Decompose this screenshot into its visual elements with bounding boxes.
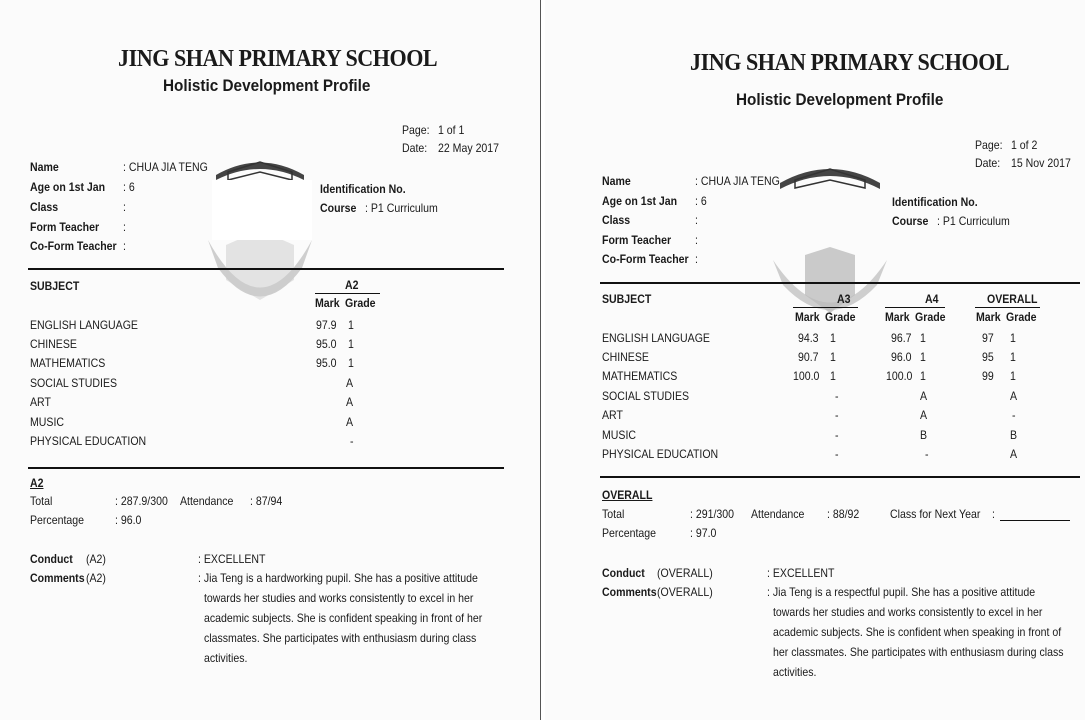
subject-grade: A [346,395,354,409]
conduct-term: (A2) [86,552,106,566]
comment-line: activities. [773,665,817,679]
subject-grade: 1 [348,356,354,370]
a3-grade: 1 [830,331,836,345]
overall-grade: 1 [1010,331,1016,345]
mark-header: Mark [315,296,340,310]
subject-mark: 95.0 [316,337,337,351]
course-value: : P1 Curriculum [365,201,438,215]
a4-grade: - [925,447,929,461]
summary-header: A2 [30,476,44,490]
table-top-rule [28,268,504,270]
comment-line: : Jia Teng is a respectful pupil. She has a positive attitude [767,585,1036,599]
next-year-blank-line [1000,520,1070,521]
report-page-term-a2 [0,0,540,720]
percentage-value: : 96.0 [115,513,142,527]
profile-title: Holistic Development Profile [736,90,944,109]
comment-line: towards her studies and works consistently to excel in her [773,605,1043,619]
class-label: Class [30,200,59,214]
age-value: : 6 [695,194,707,208]
course-value: : P1 Curriculum [937,214,1010,228]
date-value: 15 Nov 2017 [1011,156,1071,170]
course-label: Course [892,214,929,228]
conduct-term: (OVERALL) [657,566,713,580]
comment-line: academic subjects. She is confident speaking in front of her [204,611,483,625]
subject-name: CHINESE [30,337,77,351]
date-label: Date: [402,141,428,155]
a4-mark: 96.0 [891,350,912,364]
overall-grade: A [1010,389,1018,403]
a3-mark: 90.7 [798,350,819,364]
comments-term: (A2) [86,571,106,585]
conduct-label: Conduct [30,552,73,566]
term-header-rule [793,307,858,308]
conduct-value: : EXCELLENT [767,566,835,580]
redaction-block [212,180,312,240]
mark-header: Mark [795,310,820,324]
subject-name: SOCIAL STUDIES [30,376,118,390]
comments-label: Comments [602,585,657,599]
term-header-a4: A4 [925,292,939,306]
a3-grade: - [835,447,839,461]
coform-teacher-value: : [695,252,698,266]
comment-line: activities. [204,651,248,665]
subject-grade: - [350,434,354,448]
term-header-overall: OVERALL [987,292,1038,306]
subject-grade: A [346,415,354,429]
comment-line: classmates. She participates with enthusiasm during class [204,631,477,645]
subject-name: ENGLISH LANGUAGE [30,318,138,332]
a3-mark: 94.3 [798,331,819,345]
attendance-label: Attendance [751,507,805,521]
subject-grade: 1 [348,337,354,351]
age-label: Age on 1st Jan [30,180,106,194]
subject-name: ART [30,395,51,409]
form-teacher-value: : [695,233,698,247]
term-header-a2: A2 [345,278,359,292]
subject-name: MUSIC [30,415,65,429]
page-value: 1 of 2 [1011,138,1038,152]
mark-header: Mark [885,310,910,324]
term-header-rule [315,293,380,294]
a3-grade: 1 [830,369,836,383]
subject-mark: 95.0 [316,356,337,370]
age-label: Age on 1st Jan [602,194,678,208]
overall-grade: A [1010,447,1018,461]
date-label: Date: [975,156,1001,170]
name-label: Name [602,174,631,188]
percentage-label: Percentage [602,526,657,540]
a3-mark: 100.0 [793,369,820,383]
next-year-label: Class for Next Year [890,507,981,521]
total-label: Total [602,507,625,521]
grade-header: Grade [345,296,376,310]
overall-mark: 95 [982,350,994,364]
table-top-rule [600,282,1080,284]
date-value: 22 May 2017 [438,141,500,155]
age-value: : 6 [123,180,135,194]
comment-line: : Jia Teng is a hardworking pupil. She has a positive attitude [198,571,478,585]
coform-teacher-value: : [123,239,126,253]
name-value: : CHUA JIA TENG [695,174,780,188]
conduct-label: Conduct [602,566,645,580]
subject-name: MATHEMATICS [602,369,678,383]
subject-name: CHINESE [602,350,649,364]
name-value: : CHUA JIA TENG [123,160,208,174]
name-label: Name [30,160,59,174]
a3-grade: - [835,428,839,442]
a4-mark: 96.7 [891,331,912,345]
table-bottom-rule [28,467,504,469]
comment-line: towards her studies and works consistently to excel in her [204,591,474,605]
a4-grade: 1 [920,369,926,383]
form-teacher-value: : [123,220,126,234]
subject-header: SUBJECT [602,292,652,306]
subject-mark: 97.9 [316,318,337,332]
subject-name: SOCIAL STUDIES [602,389,690,403]
a3-grade: - [835,408,839,422]
term-header-rule [975,307,1040,308]
grade-header: Grade [1006,310,1037,324]
subject-name: MUSIC [602,428,637,442]
comments-label: Comments [30,571,85,585]
subject-name: MATHEMATICS [30,356,106,370]
a3-grade: 1 [830,350,836,364]
a4-grade: A [920,408,928,422]
page-value: 1 of 1 [438,123,465,137]
page-label: Page: [402,123,430,137]
total-label: Total [30,494,53,508]
grade-header: Grade [825,310,856,324]
profile-title: Holistic Development Profile [163,76,371,95]
subject-header: SUBJECT [30,279,80,293]
subject-grade: A [346,376,354,390]
form-teacher-label: Form Teacher [602,233,672,247]
comments-term: (OVERALL) [657,585,713,599]
a4-grade: 1 [920,331,926,345]
identification-label: Identification No. [320,182,406,196]
page-label: Page: [975,138,1003,152]
percentage-label: Percentage [30,513,85,527]
subject-name: PHYSICAL EDUCATION [30,434,147,448]
coform-teacher-label: Co-Form Teacher [30,239,117,253]
a4-grade: B [920,428,928,442]
attendance-value: : 87/94 [250,494,283,508]
attendance-label: Attendance [180,494,234,508]
summary-header: OVERALL [602,488,653,502]
comment-line: her classmates. She participates with enthusiasm during class [773,645,1064,659]
table-bottom-rule [600,476,1080,478]
overall-grade: - [1012,408,1016,422]
school-crest-icon [765,155,895,325]
class-value: : [695,213,698,227]
class-value: : [123,200,126,214]
school-name: JING SHAN PRIMARY SCHOOL [690,50,1010,76]
term-header-rule [885,307,945,308]
overall-grade: 1 [1010,369,1016,383]
total-value: : 291/300 [690,507,735,521]
a3-grade: - [835,389,839,403]
a4-grade: A [920,389,928,403]
course-label: Course [320,201,357,215]
term-header-a3: A3 [837,292,851,306]
total-value: : 287.9/300 [115,494,168,508]
subject-name: ENGLISH LANGUAGE [602,331,710,345]
mark-header: Mark [976,310,1001,324]
identification-label: Identification No. [892,195,978,209]
overall-mark: 97 [982,331,994,345]
grade-header: Grade [915,310,946,324]
overall-mark: 99 [982,369,994,383]
attendance-value: : 88/92 [827,507,860,521]
report-page-overall [545,0,1085,720]
next-year-value: : [992,507,995,521]
a4-grade: 1 [920,350,926,364]
percentage-value: : 97.0 [690,526,717,540]
class-label: Class [602,213,631,227]
coform-teacher-label: Co-Form Teacher [602,252,689,266]
subject-grade: 1 [348,318,354,332]
comment-line: academic subjects. She is confident when speaking in front of [773,625,1062,639]
conduct-value: : EXCELLENT [198,552,266,566]
form-teacher-label: Form Teacher [30,220,100,234]
school-name: JING SHAN PRIMARY SCHOOL [118,46,438,72]
overall-grade: 1 [1010,350,1016,364]
overall-grade: B [1010,428,1018,442]
subject-name: PHYSICAL EDUCATION [602,447,719,461]
a4-mark: 100.0 [886,369,913,383]
subject-name: ART [602,408,623,422]
